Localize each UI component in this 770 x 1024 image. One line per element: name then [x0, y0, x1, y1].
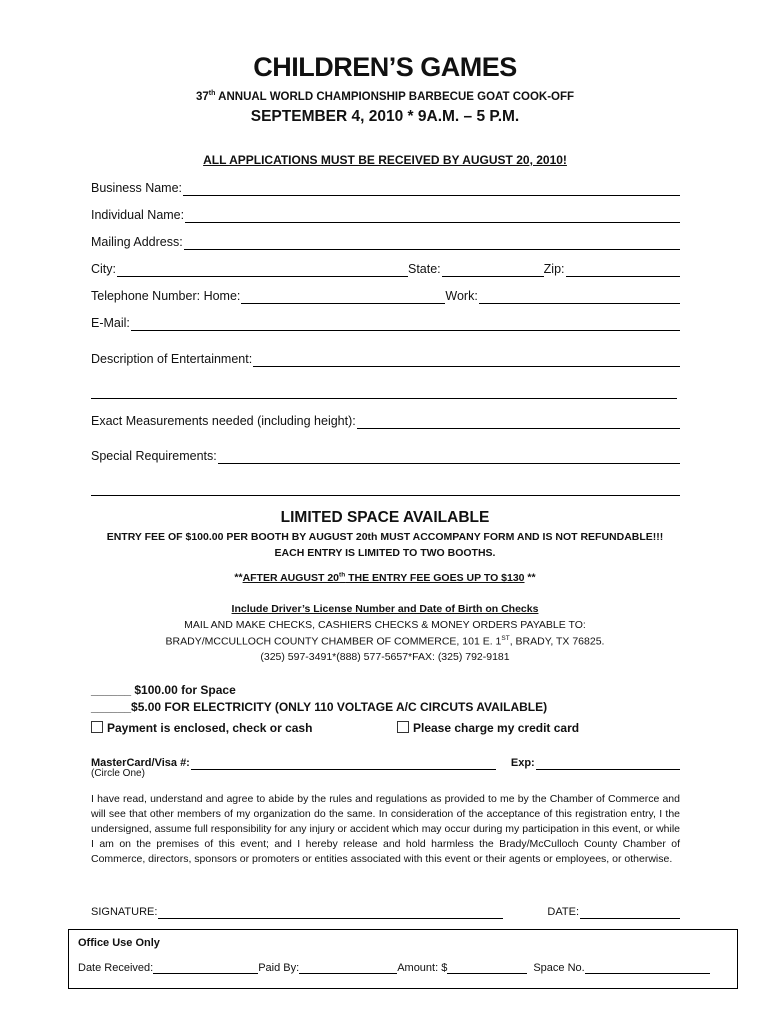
paid-by-label: Paid By: [258, 962, 300, 974]
description-field[interactable] [253, 352, 680, 367]
card-exp-field[interactable] [536, 755, 680, 770]
office-use-heading: Office Use Only [78, 937, 160, 949]
card-exp-label: Exp: [510, 757, 535, 769]
special-requirements-row [91, 446, 680, 464]
individual-name-label: Individual Name: [91, 208, 185, 222]
amount-field[interactable] [447, 961, 527, 974]
subtitle-text: ANNUAL WORLD CHAMPIONSHIP BARBECUE GOAT COOK-OFF [215, 90, 575, 103]
entry-fee-notice: ENTRY FEE OF $100.00 PER BOOTH BY AUGUST 20th MUST ACCOMPANY FORM AND IS NOT REFUNDABLE!!! [106, 531, 664, 543]
electricity-fee-line[interactable]: ______$5.00 FOR ELECTRICITY (ONLY 110 VOLTAGE A/C CIRCUTS AVAILABLE) [91, 700, 548, 714]
measurements-row [91, 411, 680, 429]
card-number-field[interactable] [191, 755, 496, 770]
charge-card-label: Please charge my credit card [413, 721, 580, 735]
mailing-address-field[interactable] [184, 235, 680, 250]
payment-enclosed-label: Payment is enclosed, check or cash [107, 721, 313, 735]
business-name-row [91, 178, 680, 196]
late-fee-prefix: ** [234, 571, 243, 584]
office-use-row [78, 961, 710, 974]
date-received-field[interactable] [153, 961, 258, 974]
telephone-home-field[interactable] [241, 289, 445, 304]
special-requirements-label: Special Requirements: [91, 449, 217, 463]
special-requirements-extra-line[interactable] [91, 495, 680, 496]
individual-name-field[interactable] [185, 208, 680, 223]
chamber-address-b: , BRADY, TX 76825. [509, 635, 605, 648]
application-deadline: ALL APPLICATIONS MUST BE RECEIVED BY AUGUST 20, 2010! [203, 153, 567, 167]
mailing-address-row [91, 232, 680, 250]
date-label: DATE: [547, 906, 579, 918]
late-fee-text [243, 572, 525, 584]
chamber-address-sup: ST [501, 635, 510, 642]
late-fee-date: AFTER AUGUST 20 [242, 571, 340, 584]
space-no-field[interactable] [585, 961, 710, 974]
email-label: E-Mail: [91, 316, 130, 330]
payment-enclosed-option[interactable] [91, 721, 312, 735]
event-dateline: SEPTEMBER 4, 2010 * 9A.M. – 5 P.M. [250, 108, 520, 125]
measurements-label: Exact Measurements needed (including height): [91, 414, 356, 428]
page-title: CHILDREN’S GAMES [253, 52, 517, 82]
circle-one-note: (Circle One) [91, 768, 145, 779]
business-name-label: Business Name: [91, 181, 183, 195]
state-field[interactable] [442, 262, 544, 277]
email-row [91, 313, 680, 331]
chamber-phones: (325) 597-3491*(888) 577-5657*FAX: (325) 792-9181 [260, 651, 510, 663]
license-instruction: Include Driver’s License Number and Date of Birth on Checks [231, 603, 539, 615]
zip-label: Zip: [543, 262, 565, 276]
agreement-text: I have read, understand and agree to abide by the rules and regulations as provided to me by the Chamber of Commerce and will see that other members of my organization do the same. In consideration of the acceptance of this registration entry, I the undersigned, assume full responsibility for any injury or accident which may occur during my participation in this event, or while I am on the premises of this event; and I hereby release and hold harmless the Brady/McCulloch County Chamber of Commerce, directors, sponsors or promoters or entities associated with this event or their agents or employees, or otherwise. [91, 793, 680, 865]
chamber-address-a: BRADY/MCCULLOCH COUNTY CHAMBER OF COMMERCE, 101 E. 1 [165, 635, 502, 648]
card-row [91, 752, 680, 770]
charge-card-option[interactable] [397, 721, 579, 735]
email-field[interactable] [131, 316, 680, 331]
signature-row [91, 901, 680, 919]
city-label: City: [91, 262, 116, 276]
late-fee-suffix: ** [524, 571, 536, 584]
signature-label: SIGNATURE: [91, 906, 158, 918]
card-number-label: MasterCard/Visa #: [91, 757, 190, 769]
entry-limit-notice: EACH ENTRY IS LIMITED TO TWO BOOTHS. [274, 547, 496, 559]
late-fee-notice [0, 571, 770, 584]
event-subtitle [0, 90, 770, 103]
description-extra-line[interactable] [91, 398, 677, 399]
late-fee-ordinal: th [339, 571, 346, 578]
description-label: Description of Entertainment: [91, 352, 253, 366]
mailing-address-label: Mailing Address: [91, 235, 183, 249]
special-requirements-field[interactable] [218, 449, 680, 464]
signature-field[interactable] [158, 904, 503, 919]
limited-space-heading: LIMITED SPACE AVAILABLE [280, 509, 490, 526]
date-field[interactable] [580, 904, 680, 919]
charge-card-checkbox[interactable] [397, 721, 409, 733]
city-field[interactable] [117, 262, 408, 277]
space-no-label: Space No. [533, 962, 585, 974]
zip-field[interactable] [566, 262, 680, 277]
chamber-address [0, 635, 770, 648]
city-state-zip-row [91, 259, 680, 277]
individual-name-row [91, 205, 680, 223]
telephone-home-label: Telephone Number: Home: [91, 289, 241, 303]
late-fee-amount: THE ENTRY FEE GOES UP TO $130 [345, 571, 525, 584]
subtitle-number: 37 [195, 90, 209, 103]
subtitle-ordinal: th [208, 90, 216, 97]
description-row [91, 349, 680, 367]
measurements-field[interactable] [357, 414, 680, 429]
office-use-box [68, 929, 738, 989]
space-fee-line[interactable]: ______ $100.00 for Space [91, 683, 236, 697]
work-phone-label: Work: [445, 289, 478, 303]
paid-by-field[interactable] [299, 961, 397, 974]
business-name-field[interactable] [183, 181, 680, 196]
payment-enclosed-checkbox[interactable] [91, 721, 103, 733]
date-received-label: Date Received: [78, 962, 154, 974]
amount-label: Amount: $ [397, 962, 448, 974]
telephone-row [91, 286, 680, 304]
state-label: State: [408, 262, 441, 276]
mail-checks-instruction: MAIL AND MAKE CHECKS, CASHIERS CHECKS & MONEY ORDERS PAYABLE TO: [184, 619, 586, 631]
work-phone-field[interactable] [479, 289, 680, 304]
